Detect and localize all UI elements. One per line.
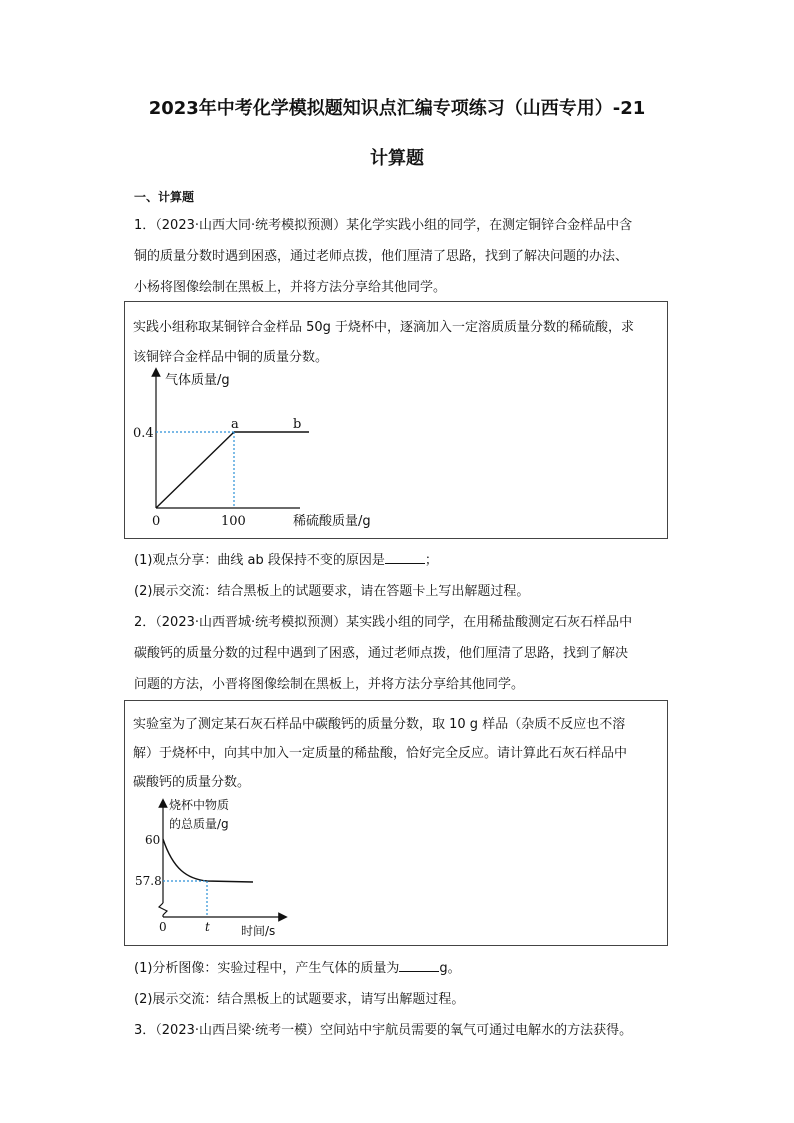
document-title-line2: 计算题 [370,148,424,169]
q2-sub1-text: (1)分析图像：实验过程中，产生气体的质量为 [134,961,400,976]
q1-box-line-1: 实践小组称取某铜锌合金样品 50g 于烧杯中，逐滴加入一定溶质质量分数的稀硫酸，求 [133,320,635,335]
q2-axis-break [159,903,167,915]
q2-origin-label: 0 [159,920,167,934]
q2-y-tick-top: 60 [145,833,161,847]
q3-line-1: 3．（2023·山西吕梁·统考一模）空间站中宇航员需要的氧气可通过电解水的方法获得。 [134,1023,633,1038]
q1-curve-rise [156,432,234,508]
q1-subquestion-1 [134,549,438,568]
q2-chart [125,701,665,945]
q2-problem-box [124,700,668,946]
q2-box-line-2: 解）于烧杯中，向其中加入一定质量的稀盐酸，恰好完全反应。请计算此石灰石样品中 [133,746,628,761]
q1-x-tick-label: 100 [221,514,246,529]
q2-y-tick-mid: 57.8 [135,874,162,888]
q2-subquestion-1 [134,957,461,976]
q2-y-label-2: 的总质量/g [169,817,229,831]
q1-line-2: 铜的质量分数时遇到困惑，通过老师点拨，他们厘清了思路，找到了解决问题的办法、 [134,249,629,264]
q1-point-a-label: a [231,417,239,432]
q2-curve [163,839,253,882]
q1-origin-label: 0 [152,514,161,529]
q1-sub1-answer-blank[interactable] [385,551,425,564]
q2-y-label-1: 烧杯中物质 [169,798,230,812]
q1-line-1: 1．（2023·山西大同·统考模拟预测）某化学实践小组的同学，在测定铜锌合金样品中含 [134,218,633,233]
q1-x-label: 稀硫酸质量/g [293,514,371,529]
q1-chart [125,302,665,538]
q2-box-line-3: 碳酸钙的质量分数。 [133,775,251,790]
q2-x-label: 时间/s [241,924,276,938]
q1-problem-box [124,301,668,539]
q2-x-tick-label: t [205,920,210,934]
q2-line-2: 碳酸钙的质量分数的过程中遇到了困惑，通过老师点拨，他们厘清了思路，找到了解决 [134,646,629,661]
q1-box-line-2: 该铜锌合金样品中铜的质量分数。 [133,350,329,365]
q1-sub1-text: (1)观点分享：曲线 ab 段保持不变的原因是 [134,553,385,568]
q2-subquestion-2: (2)展示交流：结合黑板上的试题要求，请写出解题过程。 [134,992,465,1007]
q1-y-label: 气体质量/g [165,373,230,388]
q2-line-3: 问题的方法，小晋将图像绘制在黑板上，并将方法分享给其他同学。 [134,677,525,692]
q1-sub1-end: ； [424,553,438,568]
q2-sub1-end: g。 [439,961,461,976]
q2-line-1: 2．（2023·山西晋城·统考模拟预测）某实践小组的同学，在用稀盐酸测定石灰石样品中 [134,615,633,630]
q2-box-line-1: 实验室为了测定某石灰石样品中碳酸钙的质量分数，取 10 g 样品（杂质不反应也不溶 [133,717,626,732]
q1-subquestion-2: (2)展示交流：结合黑板上的试题要求，请在答题卡上写出解题过程。 [134,584,530,599]
q1-y-tick-label: 0.4 [133,426,154,441]
document-title-line1: 2023年中考化学模拟题知识点汇编专项练习（山西专用）-21 [148,98,646,119]
q1-point-b-label: b [293,417,302,432]
q2-sub1-answer-blank[interactable] [399,959,439,972]
section-heading: 一、计算题 [134,190,195,204]
q1-line-3: 小杨将图像绘制在黑板上，并将方法分享给其他同学。 [134,280,447,295]
